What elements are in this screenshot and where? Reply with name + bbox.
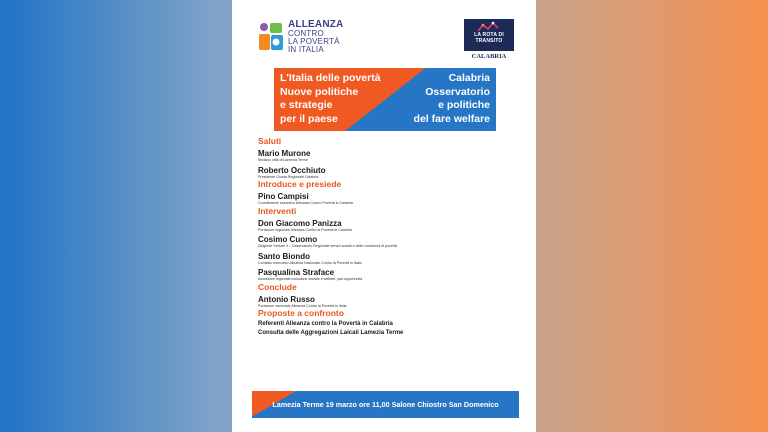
section-interventi [258, 206, 518, 282]
speaker-name: Pino Campisi [258, 192, 309, 201]
speaker-name: Cosimo Cuomo [258, 235, 318, 244]
logo-line-4: IN ITALIA [288, 45, 324, 54]
logo-line-1: ALLEANZA [288, 19, 344, 30]
section-conclude [258, 282, 518, 309]
alleanza-logo-text [288, 20, 343, 54]
speaker-name: Mario Murone [258, 149, 311, 158]
speaker-role: Portavoce nazionale Alleanza Contro la Povertà in Italia [258, 303, 347, 308]
proposal-line: Referenti Alleanza contro la Povertà in Calabria [258, 321, 393, 327]
speaker-role: Coordinatore esecutivo Alleanza Contro Povertà in Calabria [258, 201, 353, 205]
section-title: Proposte a confronto [258, 308, 344, 318]
section-proposte [258, 308, 518, 338]
speaker-name: Santo Biondo [258, 251, 310, 261]
section-introduce [258, 179, 518, 206]
banner-left-title: L'Italia delle povertà Nuove politiche e strategie per il paese [280, 72, 381, 125]
title-banner [274, 68, 496, 131]
speaker-role: Dirigente Settore 3 – Osservatorio Regionale servizi sociali e delle condizioni di povertà [258, 244, 398, 248]
speaker-name: Pasqualina Straface [258, 268, 335, 277]
alleanza-logo-icon [258, 22, 284, 52]
proposal-line: Consulta delle Aggregazioni Laicali Lamezia Terme [258, 330, 404, 336]
banner-right-title: Calabria Osservatorio e politiche del fare welfare [413, 72, 490, 125]
speaker-role: Sindaco città di Lamezia Terme [258, 158, 308, 162]
section-title: Interventi [258, 205, 297, 216]
event-poster [232, 0, 536, 432]
speaker-role: Comitato esecutivo Alleanza Nazionale Contro la Povertà in Italia [258, 260, 362, 265]
section-title: Introduce e presiede [258, 179, 342, 189]
speaker-role: Assessore regionale inclusione sociale e welfare, pari opportunità [258, 277, 363, 281]
logo-line-3: LA POVERTÀ [288, 37, 340, 46]
rota-logo-box [464, 19, 514, 51]
speaker-name: Roberto Occhiuto [258, 165, 326, 175]
program-content [258, 136, 518, 338]
logo-line-2: CONTRO [288, 29, 324, 38]
rota-di-transito-logo [463, 19, 515, 61]
event-details-footer [252, 391, 519, 418]
section-title: Saluti [258, 136, 282, 146]
speaker-name: Antonio Russo [258, 294, 315, 304]
speaker-name: Don Giacomo Panizza [258, 218, 342, 228]
section-saluti [258, 136, 518, 179]
event-details-text: Lamezia Terme 19 marzo ore 11,00 Salone Chiostro San Domenico [272, 400, 499, 409]
rota-logo-subtitle: CALABRIA [471, 53, 507, 60]
rota-logo-title: LA ROTA DI TRANSITO [474, 32, 504, 44]
alleanza-logo [258, 20, 368, 54]
speaker-role: Presidente Giunta Regionale Calabria [258, 174, 319, 179]
section-title: Conclude [258, 281, 297, 292]
speaker-role: Portavoce regionale Alleanza Contro la Povertà in Calabria [258, 227, 352, 232]
